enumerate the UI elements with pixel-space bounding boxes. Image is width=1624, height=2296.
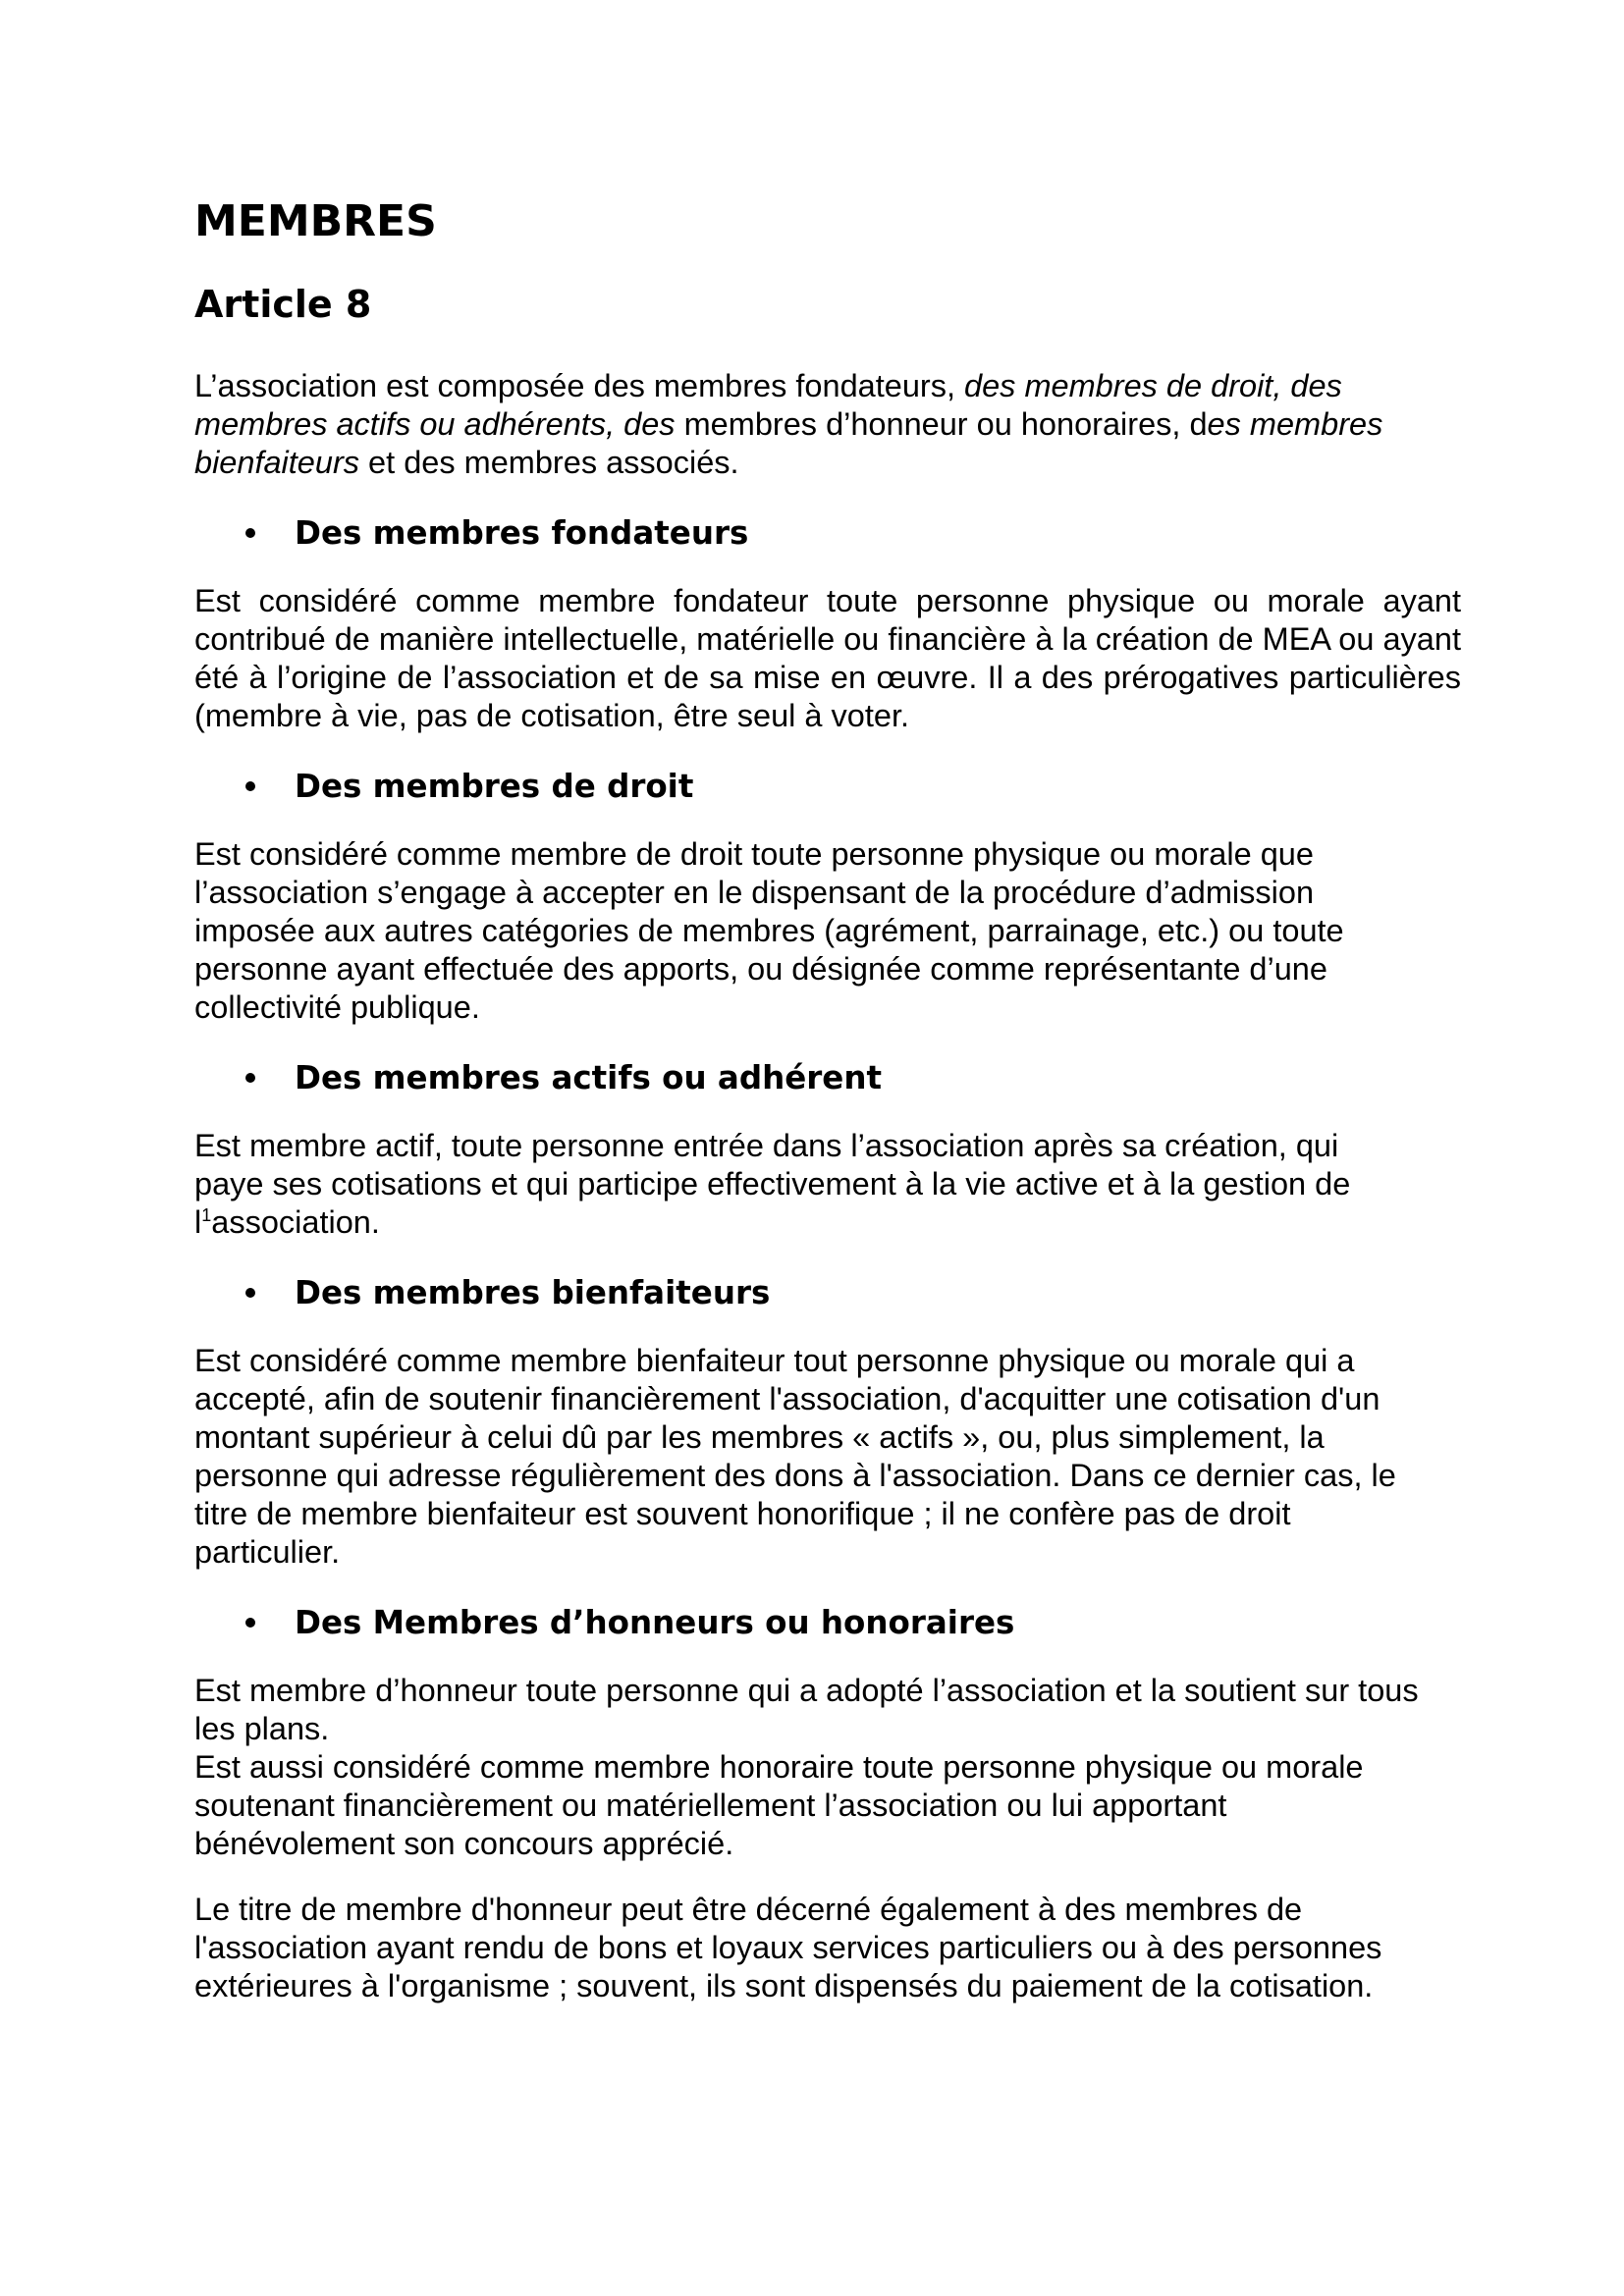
section-text-fondateurs: Est considéré comme membre fondateur toute personne physique ou morale ayant contribué de manière intellectuelle, matérielle ou financière à la création de MEA ou ayant été à l’origine de l’association et de sa mise en œuvre. Il a des prérogatives particulières (membre à vie, pas de cotisation, être seul à voter. [194,583,1461,733]
section-heading-bienfaiteurs [194,1271,1461,1314]
intro-text-3: et des membres associés. [359,445,739,480]
honneur-paragraph-2: Le titre de membre d'honneur peut être décerné également à des membres de l'association ayant rendu de bons et loyaux services particuliers ou à des personnes extérieures à l'organisme ; souvent, ils sont dispensés du paiement de la cotisation. [194,1892,1382,2003]
honneur-line-1: Est membre d’honneur toute personne qui a adopté l’association et la soutient sur tous les plans. [194,1673,1419,1746]
section-heading-actifs [194,1056,1461,1099]
bullet-icon [245,1288,255,1298]
section-text-honneur [194,1672,1422,1863]
honneur-line-2: Est aussi considéré comme membre honoraire toute personne physique ou morale soutenant financièrement ou matériellement l’association ou lui apportant bénévolement son concours apprécié. [194,1749,1364,1861]
superscript-mark: 1 [201,1205,212,1226]
bullet-icon [245,1618,255,1628]
section-heading-honneur [194,1601,1461,1644]
section-heading-label: Des membres actifs ou adhérent [295,1059,883,1096]
intro-paragraph [194,367,1412,482]
section-text-droit: Est considéré comme membre de droit toute personne physique ou morale que l’association s’engage à accepter en le dispensant de la procédure d’admission imposée aux autres catégories de membres (agrément, parrainage, etc.) ou toute personne ayant effectuée des apports, ou désignée comme représentante d’une collectivité publique. [194,836,1344,1025]
bullet-icon [245,1073,255,1083]
section-heading-droit [194,765,1461,808]
section-heading-label: Des membres bienfaiteurs [295,1274,771,1311]
intro-italic-1: des membres de droit, des membres actifs ou adhérents, des [194,368,1342,442]
page-title: MEMBRES [194,196,437,246]
intro-italic-2: es membres bienfaiteurs [194,406,1383,480]
section-heading-label: Des membres fondateurs [295,514,749,552]
section-heading-label: Des Membres d’honneurs ou honoraires [295,1604,1015,1641]
intro-text-2: membres d’honneur ou honoraires, d [675,406,1208,442]
article-heading: Article 8 [194,283,372,326]
section-text-actifs [194,1127,1412,1242]
bullet-icon [245,781,255,791]
section-heading-label: Des membres de droit [295,768,694,805]
document-page [194,192,1461,2005]
intro-text-1: L’association est composée des membres fondateurs, [194,368,965,403]
bullet-icon [245,528,255,538]
section-text-bienfaiteurs: Est considéré comme membre bienfaiteur tout personne physique ou morale qui a accepté, afin de soutenir financièrement l'association, d'acquitter une cotisation d'un montant supérieur à celui dû par les membres « actifs », ou, plus simplement, la personne qui adresse régulièrement des dons à l'association. Dans ce dernier cas, le titre de membre bienfaiteur est souvent honorifique ; il ne confère pas de droit particulier. [194,1343,1396,1570]
section-text-part-b: association. [211,1204,380,1240]
section-heading-fondateurs [194,511,1461,555]
section-text-part-a: Est membre actif, toute personne entrée dans l’association après sa création, qui paye ses cotisations et qui participe effectivement à la vie active et à la gestion de l [194,1128,1351,1240]
